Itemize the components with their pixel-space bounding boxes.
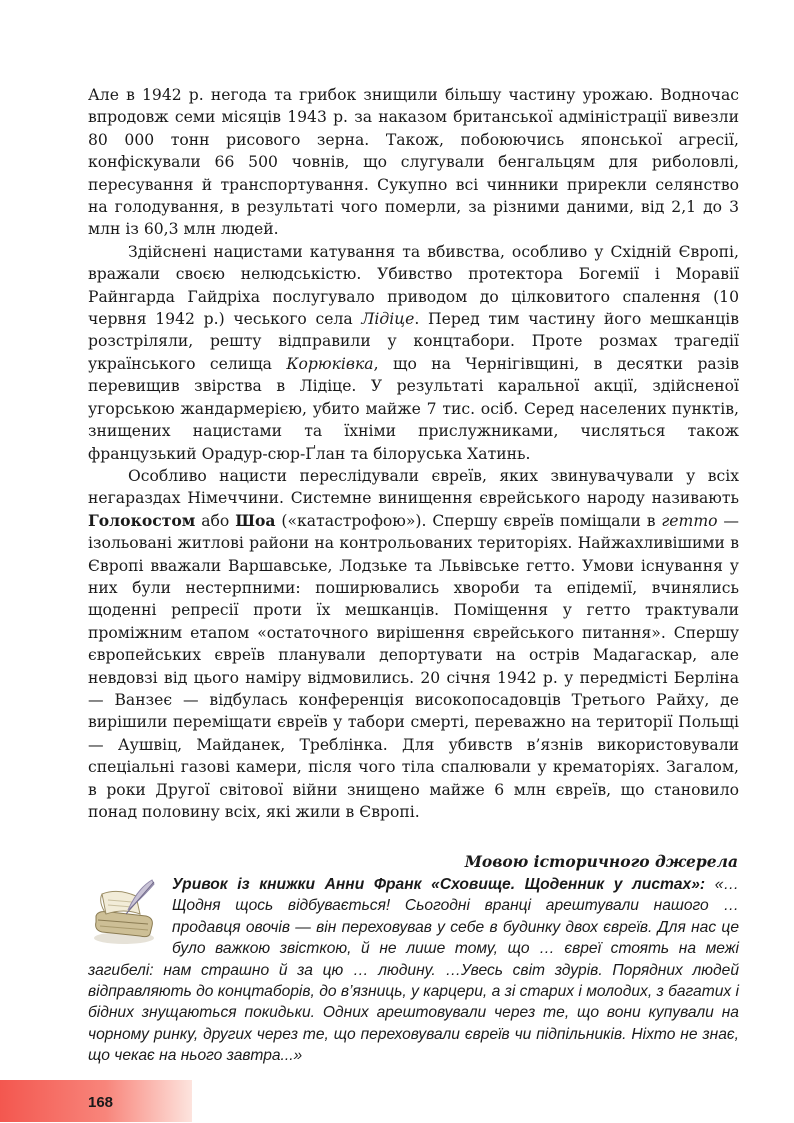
source-quote: «…Щодня щось відбувається! Сьогодні вранці арештували нашого … продавця овочів — він переховував у себе в будинку двох євреїв. Для нас це було важкою звісткою, й не лише тому, що … євреї стоять на межі загибелі: нам страшно й за цю … людину. …Увесь світ здурів. Порядних людей відправляють до концтаборів, до в’язниць, у карцери, а зі старих і молодих, з багатих і бідних знущаються покидьки. Одних арештовували через те, що вони купували на чорному ринку, других через те, що переховували євреїв чи підпільників. Ніхто не знає, що чекає на нього завтра...» <box>88 876 739 1065</box>
term-shoah: Шоа <box>235 510 276 530</box>
paragraph-2-part-c: , що на Чернігівщині, в десятки разів перевищив звірства в Лідіце. У результаті каральної акції, здійсненої угорською жандармерією, убито майже 7 тис. осіб. Серед населених пунктів, знищених нацистами та їхніми прислужниками, числяться також французький Орадур-сюр-Ґлан та білоруська Хатинь. <box>88 354 740 463</box>
main-text <box>88 84 739 823</box>
paragraph-2 <box>88 241 739 465</box>
source-heading: Мовою історичного джерела <box>464 852 738 871</box>
page-number: 168 <box>88 1094 114 1111</box>
paragraph-3-part-b: або <box>195 511 236 530</box>
paragraph-3-part-c: («катастрофою»). Спершу євреїв поміщали в <box>275 511 662 530</box>
term-koriukivka: Корюківка <box>286 354 374 373</box>
scroll-and-quill-icon <box>88 876 164 948</box>
term-holocaust: Голокостом <box>88 510 196 530</box>
term-ghetto: гетто <box>661 511 718 530</box>
paragraph-3-part-d: — ізольовані житлові райони на контрольованих територіях. Найжахливішими в Європі вважали Варшавське, Лодзьке та Львівське гетто. Умови існування у них були нестерпними: поширювались хвороби та епідемії, вчинялись щоденні репресії проти їх мешканців. Поміщення у гетто трактували проміжним етапом «остаточного вирішення єврейського питання». Спершу європейських євреїв планували депортувати на острів Мадагаскар, але невдовзі від цього наміру відмовились. 20 січня 1942 р. у передмісті Берліна — Ванзеє — відбулась конференція високопосадовців Третього Райху, де вирішили переміщати євреїв у табори смерті, переважно на території Польщі — Аушвіц, Майданек, Треблінка. Для убивств в’язнів використовували спеціальні газові камери, після чого тіла спалювали у крематоріях. Загалом, в роки Другої світової війни знищено майже 6 млн євреїв, що становило понад половину всіх, які жили в Європі. <box>88 511 739 821</box>
source-title: Уривок із книжки Анни Франк «Сховище. Щоденник у листах»: <box>172 876 706 893</box>
paragraph-3-part-a: Особливо нацисти переслідували євреїв, яких звинувачували у всіх негараздах Німеччини. Системне винищення єврейського народу називають <box>88 466 739 508</box>
paragraph-1: Але в 1942 р. негода та грибок знищили більшу частину урожаю. Водночас впродовж семи місяців 1943 р. за наказом британської адміністрації вивезли 80 000 тонн рисового зерна. Також, побоюючись японської агресії, конфіскували 66 500 човнів, що слугували бенгальцям для риболовлі, пересування й транспортування. Сукупно всі чинники прирекли селянство на голодування, в результаті чого померли, за різними даними, від 2,1 до 3 млн із 60,3 млн людей. <box>88 86 739 239</box>
paragraph-2-part-a: Здійснені нацистами катування та вбивства, особливо у Східній Європі, вражали своєю нелюдськістю. Убивство протектора Богемії і Моравії Райнгарда Гайдріха послугувало приводом до цілковитого спалення (10 червня 1942 р.) чеського села <box>88 242 739 329</box>
paragraph-3 <box>88 465 739 824</box>
paragraph-2-part-b: . Перед тим частину його мешканців розстріляли, решту відправили у концтабори. Проте розмах трагедії українського селища <box>88 310 739 373</box>
historical-source-box <box>88 874 739 1067</box>
term-lidice: Лідіце <box>361 310 415 329</box>
